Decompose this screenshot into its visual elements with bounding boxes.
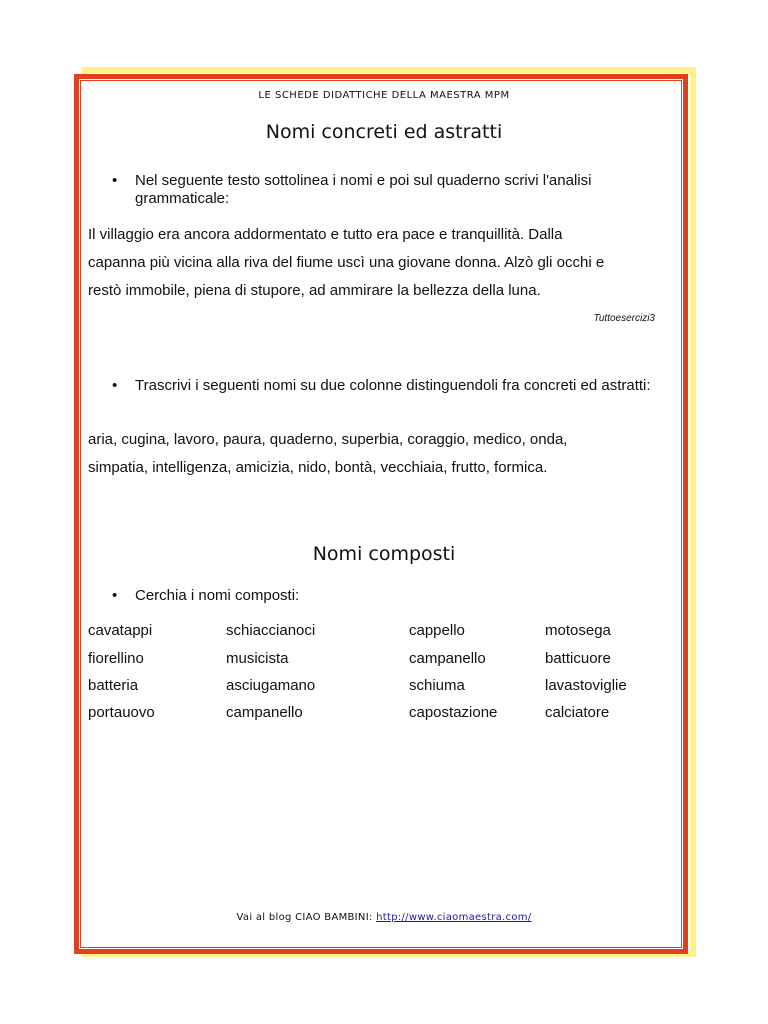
word-cell: capostazione bbox=[409, 704, 498, 721]
word-cell: asciugamano bbox=[226, 677, 316, 694]
instruction-text: Nel seguente testo sottolinea i nomi e poi sul quaderno scrivi l'analisi grammaticale: bbox=[135, 172, 592, 207]
footer-text: Vai al blog CIAO BAMBINI: bbox=[236, 912, 377, 923]
text-line: aria, cugina, lavoro, paura, quaderno, superbia, coraggio, medico, onda, bbox=[88, 431, 568, 448]
instruction-text: Trascrivi i seguenti nomi su due colonne distinguendoli fra concreti ed astratti: bbox=[135, 377, 651, 394]
word-cell: batteria bbox=[88, 677, 139, 694]
word-cell: campanello bbox=[409, 650, 486, 667]
source-credit: Tuttoesercizi3 bbox=[593, 313, 655, 324]
exercise-2-text bbox=[88, 426, 678, 482]
text-line: restò immobile, piena di stupore, ad ammirare la bellezza della luna. bbox=[88, 282, 541, 299]
word-cell: batticuore bbox=[545, 650, 611, 667]
blog-link[interactable]: http://www.ciaomaestra.com/ bbox=[376, 912, 532, 923]
word-cell: musicista bbox=[226, 650, 289, 667]
exercise-1-text bbox=[88, 221, 678, 305]
word-cell: portauovo bbox=[88, 704, 155, 721]
word-cell: fiorellino bbox=[88, 650, 144, 667]
instruction-text: Cerchia i nomi composti: bbox=[135, 587, 300, 604]
word-cell: calciatore bbox=[545, 704, 610, 721]
word-cell: schiuma bbox=[409, 677, 465, 694]
bullet: • bbox=[112, 377, 118, 394]
word-cell: cavatappi bbox=[88, 622, 153, 639]
word-cell: schiaccianoci bbox=[226, 622, 316, 639]
word-cell: cappello bbox=[409, 622, 465, 639]
text-line: simpatia, intelligenza, amicizia, nido, bontà, vecchiaia, frutto, formica. bbox=[88, 459, 548, 476]
text-line: capanna più vicina alla riva del fiume uscì una giovane donna. Alzò gli occhi e bbox=[88, 254, 605, 271]
bullet: • bbox=[112, 587, 118, 604]
word-cell: campanello bbox=[226, 704, 303, 721]
text-line: Il villaggio era ancora addormentato e tutto era pace e tranquillità. Dalla bbox=[88, 226, 563, 243]
bullet: • bbox=[112, 172, 118, 189]
section-title-composti: Nomi composti bbox=[312, 543, 456, 565]
page-border-inner bbox=[80, 80, 682, 948]
word-cell: motosega bbox=[545, 622, 611, 639]
page-footer bbox=[0, 912, 768, 923]
section-title-concreti-astratti: Nomi concreti ed astratti bbox=[265, 121, 503, 143]
word-cell: lavastoviglie bbox=[545, 677, 627, 694]
page-header: LE SCHEDE DIDATTICHE DELLA MAESTRA MPM bbox=[258, 90, 510, 101]
